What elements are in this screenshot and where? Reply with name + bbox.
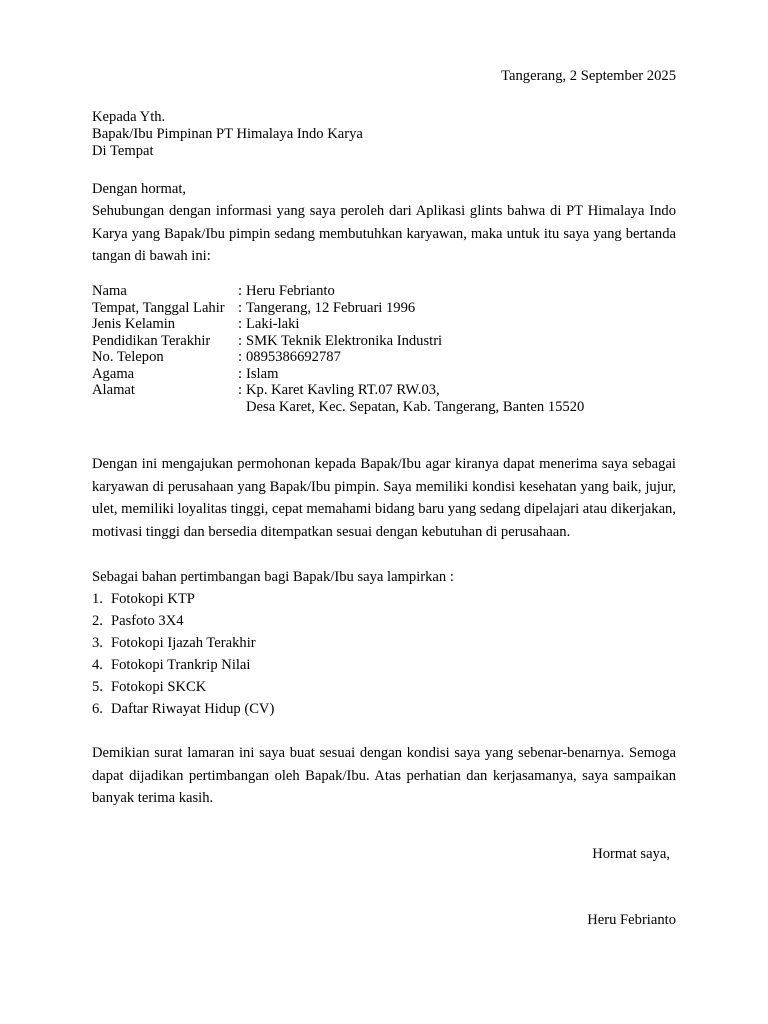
- biodata-value-continuation: Desa Karet, Kec. Sepatan, Kab. Tangerang, Banten 15520: [246, 398, 585, 415]
- list-item-text: Fotokopi Trankrip Nilai: [111, 657, 251, 673]
- biodata-value: 0895386692787: [246, 349, 341, 365]
- list-item: [92, 610, 274, 632]
- list-item-text: Fotokopi SKCK: [111, 679, 207, 695]
- biodata-separator: :: [238, 283, 243, 299]
- biodata-row: [92, 366, 584, 383]
- list-item: [92, 676, 274, 698]
- biodata-row-continuation: [92, 399, 584, 416]
- attachments-intro: Sebagai bahan pertimbangan bagi Bapak/Ibu saya lampirkan :: [92, 569, 454, 585]
- biodata-label: Alamat: [92, 382, 135, 398]
- recipient-block: [92, 109, 363, 160]
- biodata-value: Tangerang, 12 Februari 1996: [246, 299, 416, 316]
- biodata-value: Kp. Karet Kavling RT.07 RW.03,: [246, 382, 440, 398]
- biodata-label: Agama: [92, 365, 135, 382]
- biodata-table: [92, 283, 584, 415]
- list-item-number: 1.: [92, 591, 103, 607]
- biodata-label: Nama: [92, 283, 127, 299]
- application-paragraph: Dengan ini mengajukan permohonan kepada Bapak/Ibu agar kiranya dapat menerima saya sebagai karyawan di perusahaan yang Bapak/Ibu pimpin. Saya memiliki kondisi kesehatan yang baik, jujur, ulet, memiliki loyalitas tinggi, cepat memahami bidang baru yang sedang dipelajari atau dikerjakan, motivasi tinggi dan bersedia ditempatkan sesuai dengan kebutuhan di perusahaan.: [92, 456, 676, 540]
- greeting: Dengan hormat,: [92, 181, 187, 197]
- recipient-line-2: Bapak/Ibu Pimpinan PT Himalaya Indo Karya: [92, 126, 363, 142]
- list-item-number: 5.: [92, 679, 103, 695]
- list-item-number: 4.: [92, 657, 103, 673]
- biodata-value: Laki-laki: [246, 316, 300, 332]
- biodata-separator: :: [238, 349, 243, 365]
- list-item: [92, 698, 274, 720]
- biodata-row: [92, 382, 584, 399]
- list-item: [92, 632, 274, 654]
- biodata-value: Heru Febrianto: [246, 283, 335, 299]
- signature-name: Heru Febrianto: [587, 912, 676, 928]
- biodata-label: No. Telepon: [92, 349, 164, 365]
- recipient-line-1: Kepada Yth.: [92, 109, 166, 125]
- list-item-text: Daftar Riwayat Hidup (CV): [111, 701, 275, 717]
- closing-salutation: Hormat saya,: [592, 846, 670, 862]
- opening-paragraph: Sehubungan dengan informasi yang saya peroleh dari Aplikasi glints bahwa di PT Himalaya Indo Karya yang Bapak/Ibu pimpin sedang membutuhkan karyawan, maka untuk itu saya yang bertanda tangan di bawah ini:: [92, 203, 676, 264]
- biodata-separator: :: [238, 316, 243, 332]
- biodata-value: SMK Teknik Elektronika Industri: [246, 332, 443, 349]
- biodata-separator: :: [238, 299, 243, 316]
- attachments-list: [92, 588, 274, 720]
- biodata-separator: :: [238, 382, 243, 398]
- biodata-row: [92, 333, 584, 350]
- biodata-row: [92, 283, 584, 300]
- biodata-label: Pendidikan Terakhir: [92, 332, 211, 349]
- biodata-value: Islam: [246, 365, 279, 382]
- list-item: [92, 588, 274, 610]
- biodata-separator: :: [238, 332, 243, 349]
- list-item-number: 2.: [92, 613, 103, 629]
- list-item-number: 3.: [92, 635, 103, 651]
- recipient-line-3: Di Tempat: [92, 143, 154, 159]
- letter-date: Tangerang, 2 September 2025: [501, 68, 676, 84]
- biodata-label-empty: [92, 399, 238, 416]
- list-item: [92, 654, 274, 676]
- biodata-row: [92, 300, 584, 317]
- biodata-label: Jenis Kelamin: [92, 316, 176, 332]
- biodata-separator: :: [238, 365, 243, 382]
- biodata-row: [92, 316, 584, 333]
- biodata-label: Tempat, Tanggal Lahir: [92, 299, 225, 316]
- list-item-text: Fotokopi KTP: [111, 591, 195, 607]
- list-item-text: Pasfoto 3X4: [111, 613, 184, 629]
- list-item-text: Fotokopi Ijazah Terakhir: [111, 635, 256, 651]
- biodata-row: [92, 349, 584, 366]
- closing-paragraph: Demikian surat lamaran ini saya buat sesuai dengan kondisi saya yang sebenar-benarnya. Semoga dapat dijadikan pertimbangan oleh Bapak/Ibu. Atas perhatian dan kerjasamanya, saya sampaikan banyak terima kasih.: [92, 745, 676, 806]
- list-item-number: 6.: [92, 701, 103, 717]
